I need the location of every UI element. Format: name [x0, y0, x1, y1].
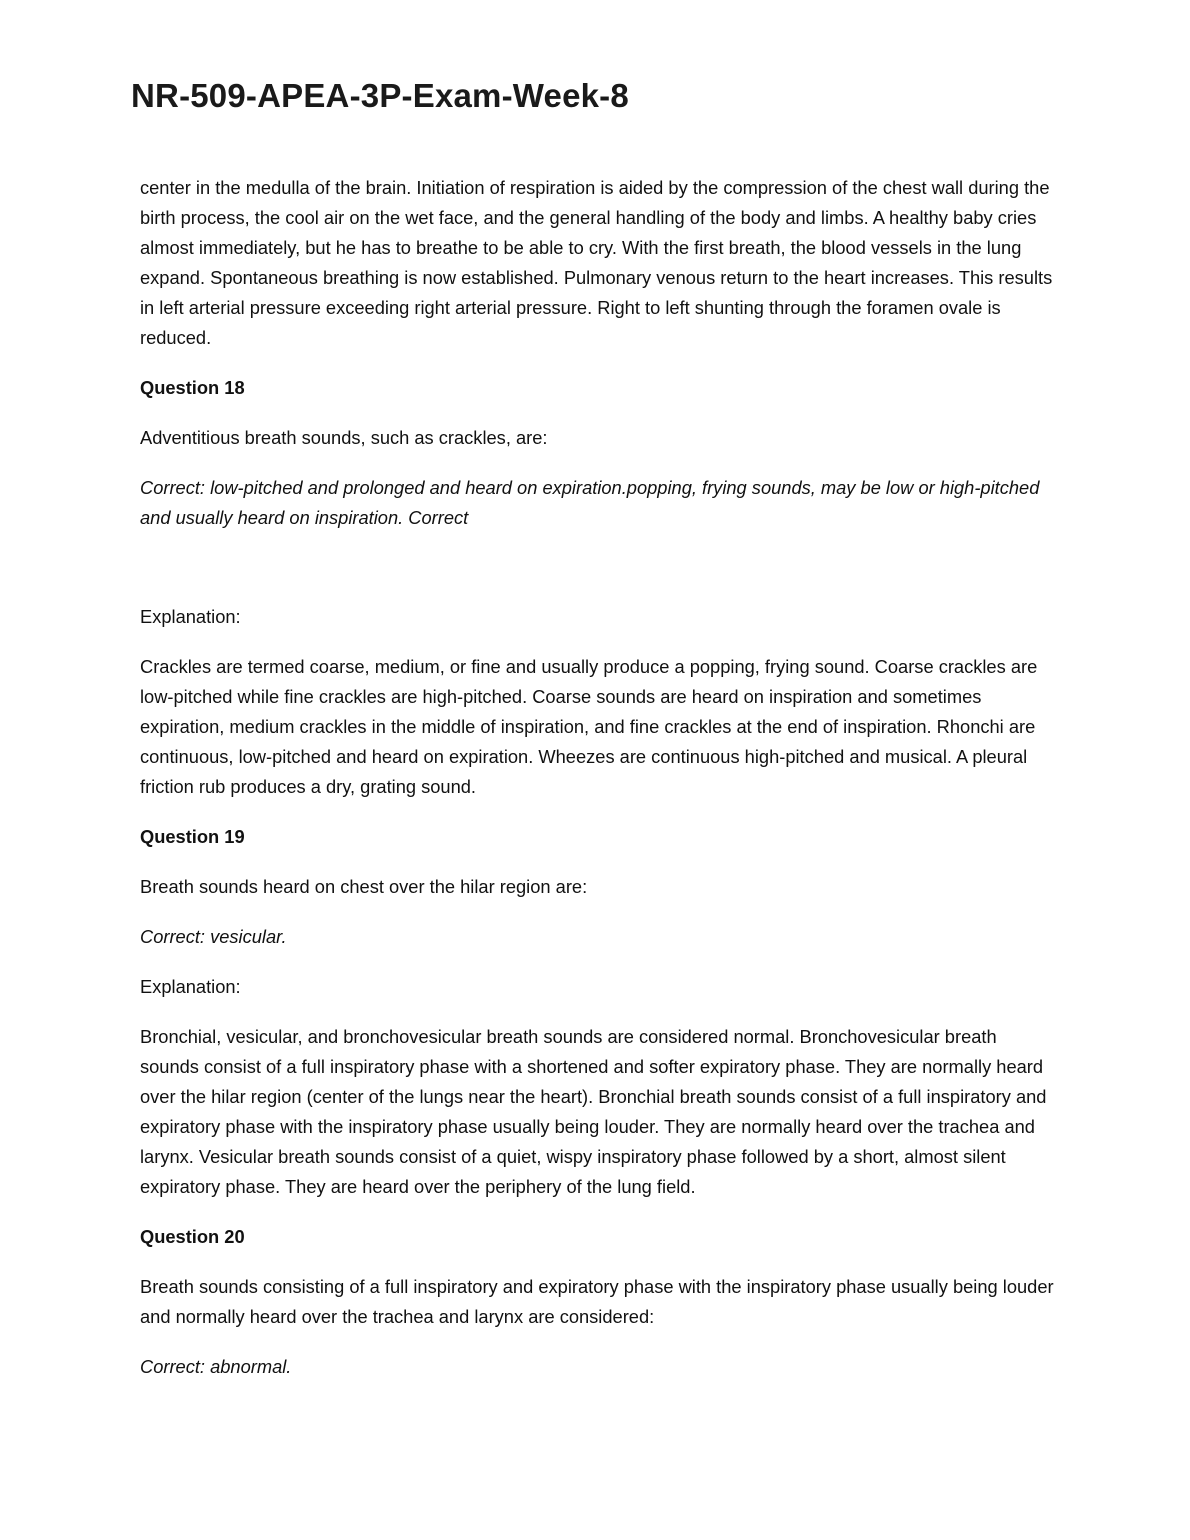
question-19-heading: Question 19	[140, 826, 245, 847]
question-20-answer: Correct: abnormal.	[140, 1356, 292, 1377]
page-title: NR-509-APEA-3P-Exam-Week-8	[131, 77, 629, 114]
question-19-explanation-label: Explanation:	[140, 976, 241, 997]
question-19-answer: Correct: vesicular.	[140, 926, 287, 947]
question-19-prompt: Breath sounds heard on chest over the hilar region are:	[140, 876, 588, 897]
document-body	[140, 173, 1055, 1402]
question-20-prompt: Breath sounds consisting of a full inspiratory and expiratory phase with the inspiratory phase usually being louder and normally heard over the trachea and larynx are considered:	[140, 1276, 1054, 1327]
question-18-explanation-label: Explanation:	[140, 606, 241, 627]
question-18-prompt: Adventitious breath sounds, such as crackles, are:	[140, 427, 548, 448]
question-19-explanation: Bronchial, vesicular, and bronchovesicular breath sounds are considered normal. Bronchovesicular breath sounds consist of a full inspiratory phase with a shortened and softer expiratory phase. They are normally heard over the hilar region (center of the lungs near the heart). Bronchial breath sounds consist of a full inspiratory and expiratory phase with the inspiratory phase usually being louder. They are normally heard over the trachea and larynx. Vesicular breath sounds consist of a quiet, wispy inspiratory phase followed by a short, almost silent expiratory phase. They are heard over the periphery of the lung field.	[140, 1026, 1047, 1197]
question-18-heading: Question 18	[140, 377, 245, 398]
question-20-heading: Question 20	[140, 1226, 245, 1247]
intro-paragraph: center in the medulla of the brain. Initiation of respiration is aided by the compression of the chest wall during the birth process, the cool air on the wet face, and the general handling of the body and limbs. A healthy baby cries almost immediately, but he has to breathe to be able to cry. With the first breath, the blood vessels in the lung expand. Spontaneous breathing is now established. Pulmonary venous return to the heart increases. This results in left arterial pressure exceeding right arterial pressure. Right to left shunting through the foramen ovale is reduced.	[140, 177, 1053, 348]
question-18-explanation: Crackles are termed coarse, medium, or fine and usually produce a popping, frying sound. Coarse crackles are low-pitched while fine crackles are high-pitched. Coarse sounds are heard on inspiration and sometimes expiration, medium crackles in the middle of inspiration, and fine crackles at the end of inspiration. Rhonchi are continuous, low-pitched and heard on expiration. Wheezes are continuous high-pitched and musical. A pleural friction rub produces a dry, grating sound.	[140, 656, 1038, 797]
question-18-answer: Correct: low-pitched and prolonged and heard on expiration.popping, frying sounds, may be low or high-pitched and usually heard on inspiration. Correct	[140, 477, 1040, 528]
